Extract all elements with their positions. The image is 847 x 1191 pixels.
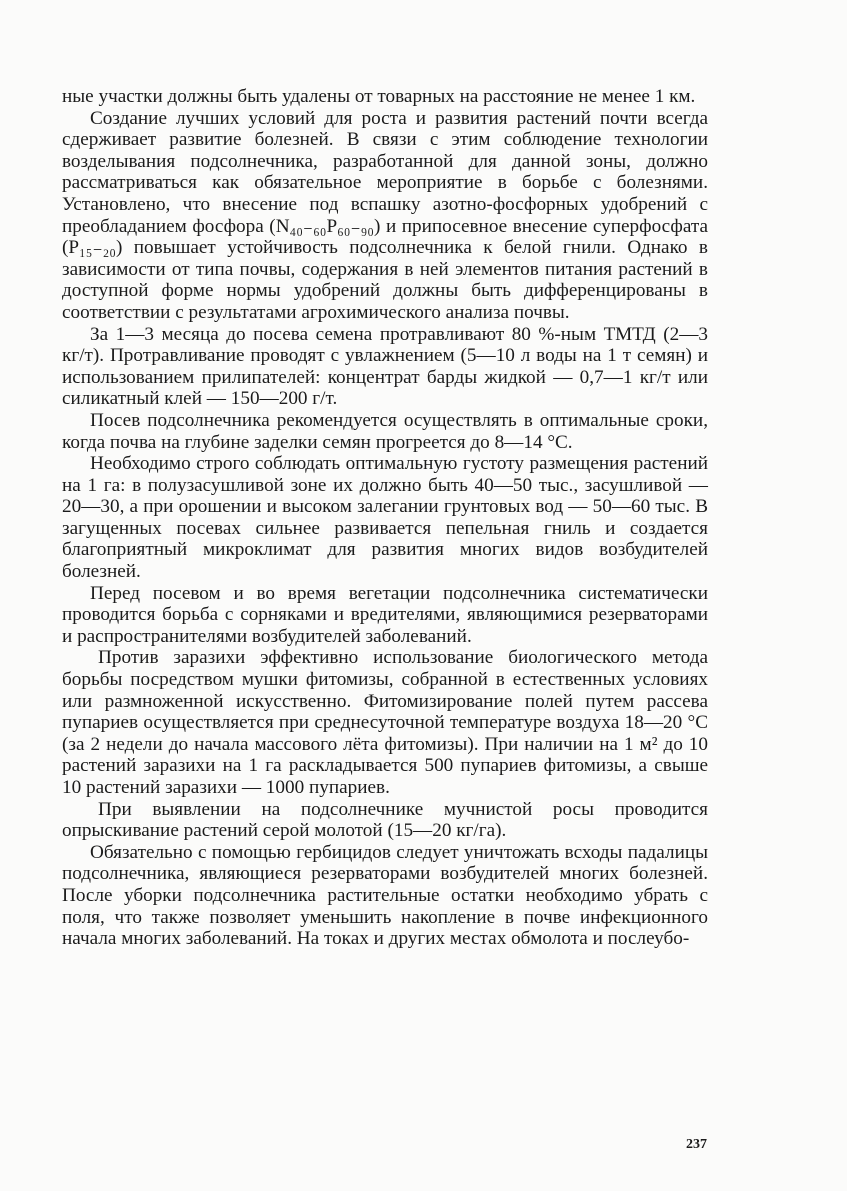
paragraph-seed-treatment: За 1—3 месяца до посева семена протравливают 80 %-ным ТМТД (2—3 кг/т). Протравливание проводят с увлажнением (5—10 л воды на 1 т семян) и использованием прилипателей: концентрат барды жидкой — 0,7—1 кг/т или силикатный клей — 150—200 г/т. bbox=[62, 323, 708, 410]
paragraph-plant-density: Необходимо строго соблюдать оптимальную густоту размещения растений на 1 га: в полузасушливой зоне их должно быть 40—50 тыс., засушливой — 20—30, а при орошении и высоком залегании грунтовых вод — 50—60 тыс. В загущенных посевах сильнее развивается пепельная гниль и создается благоприятный микроклимат для развития многих видов возбудителей болезней. bbox=[62, 453, 708, 583]
paragraph-weed-control: Перед посевом и во время вегетации подсолнечника систематически проводится борьба с сорняками и вредителями, являющимися резерваторами и распространителями возбудителей заболеваний. bbox=[62, 582, 708, 647]
page-number: 237 bbox=[686, 1137, 707, 1152]
paragraph-volunteer-plants: Обязательно с помощью гербицидов следует уничтожать всходы падалицы подсолнечника, являющиеся резерваторами возбудителей многих болезней. После уборки подсолнечника растительные остатки необходимо убрать с поля, что также позволяет уменьшить накопление в почве инфекционного начала многих заболеваний. На токах и других местах обмолота и послеубо- bbox=[62, 841, 708, 950]
paragraph-continuation: ные участки должны быть удалены от товарных на расстояние не менее 1 км. bbox=[62, 86, 696, 107]
paragraph-sowing-time: Посев подсолнечника рекомендуется осуществлять в оптимальные сроки, когда почва на глубине заделки семян прогреется до 8—14 °С. bbox=[62, 409, 708, 453]
body-text bbox=[62, 86, 708, 950]
paragraph-powdery-mildew: При выявлении на подсолнечнике мучнистой росы проводится опрыскивание растений серой молотой (15—20 кг/га). bbox=[62, 798, 708, 842]
paragraph-broomrape-control: Против заразихи эффективно использование биологического метода борьбы посредством мушки фитомизы, собранной в естественных условиях или размноженной искусственно. Фитомизирование полей путем рассева пупариев осуществляется при среднесуточной температуре воздуха 18—20 °С (за 2 недели до начала массового лёта фитомизы). При наличии на 1 м² до 10 растений заразихи на 1 га раскладывается 500 пупариев фитомизы, а свыше 10 растений заразихи — 1000 пупариев. bbox=[62, 647, 708, 798]
paragraph-growth-conditions: Создание лучших условий для роста и развития растений почти всегда сдерживает развитие болезней. В связи с этим соблюдение технологии возделывания подсолнечника, разработанной для данной зоны, должно рассматриваться как обязательное мероприятие в борьбе с болезнями. Установлено, что внесение под вспашку азотно-фосфорных удобрений с преобладанием фосфора (N₄₀₋₆₀P₆₀₋₉₀) и припосевное внесение суперфосфата (P₁₅₋₂₀) повышает устойчивость подсолнечника к белой гнили. Однако в зависимости от типа почвы, содержания в ней элементов питания растений в доступной форме нормы удобрений должны быть дифференцированы в соответствии с результатами агрохимического анализа почвы. bbox=[62, 107, 708, 323]
